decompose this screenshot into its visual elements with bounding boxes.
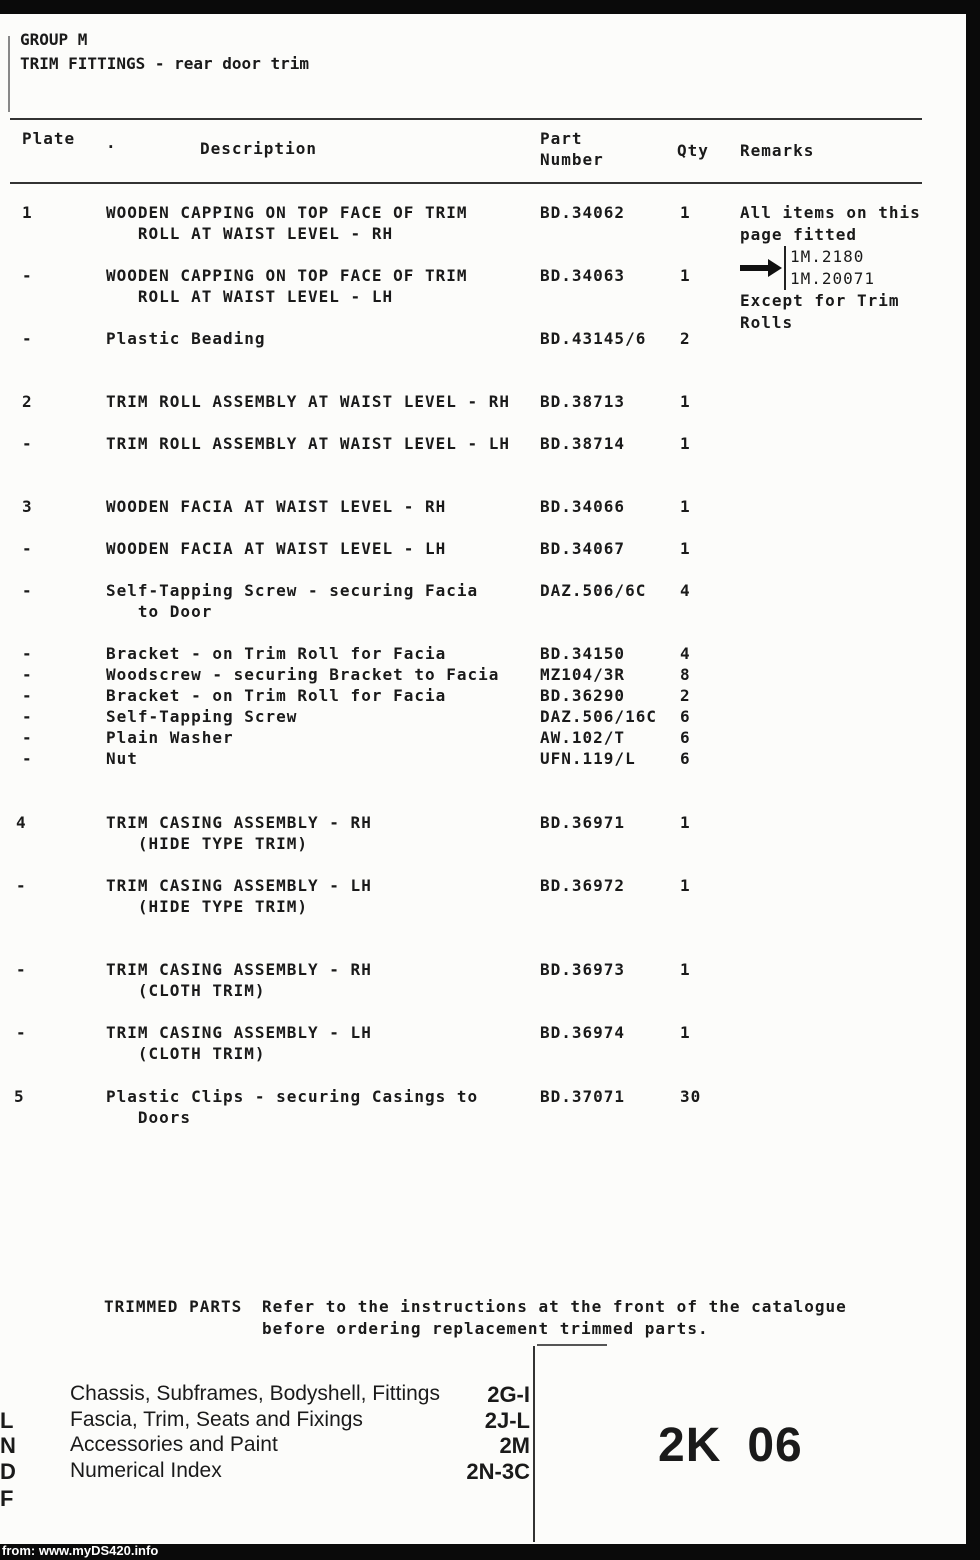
part-number-cell: UFN.119/L	[540, 749, 636, 768]
side-letter: N	[0, 1433, 16, 1458]
column-header-plate: Plate	[22, 129, 76, 148]
plate-cell: -	[22, 686, 33, 705]
description-cell: WOODEN CAPPING ON TOP FACE OF TRIM ROLL AT WAIST LEVEL - LH	[106, 266, 468, 306]
plate-cell: -	[22, 581, 33, 600]
trimmed-parts-text: Refer to the instructions at the front of the catalogue before ordering replacement trimmed parts.	[262, 1297, 847, 1338]
part-number-cell: MZ104/3R	[540, 665, 626, 684]
index-ref: 2N-3C	[466, 1459, 530, 1484]
fiche-number-part1: 2K	[658, 1419, 722, 1472]
qty-cell: 6	[680, 749, 691, 768]
part-number-cell: AW.102/T	[540, 728, 626, 747]
plate-cell: -	[22, 539, 33, 558]
vin-bracket	[784, 246, 875, 290]
plate-cell: 3	[22, 497, 33, 516]
index-ref: 2G-I	[487, 1382, 530, 1407]
qty-cell: 1	[680, 392, 691, 411]
vin-to: 1M.20071	[790, 269, 876, 288]
side-letter: D	[0, 1459, 16, 1484]
part-number-cell: BD.36973	[540, 960, 626, 979]
remarks-line-2: page fitted	[740, 225, 857, 244]
index-label: Accessories and Paint	[70, 1433, 278, 1456]
qty-cell: 1	[680, 203, 691, 222]
description-cell: Self-Tapping Screw	[106, 707, 298, 726]
qty-cell: 6	[680, 707, 691, 726]
vin-range	[740, 246, 950, 290]
qty-cell: 2	[680, 686, 691, 705]
index-label: Chassis, Subframes, Bodyshell, Fittings	[70, 1382, 440, 1405]
qty-cell: 1	[680, 266, 691, 285]
fiche-number	[658, 1418, 803, 1473]
trimmed-parts-label: TRIMMED PARTS	[104, 1297, 243, 1316]
plate-cell: -	[22, 749, 33, 768]
source-credit: from: www.myDS420.info	[2, 1543, 159, 1558]
scan-border-right	[966, 0, 980, 1560]
description-cell: TRIM CASING ASSEMBLY - LH (CLOTH TRIM)	[106, 1023, 372, 1063]
plate-cell: -	[22, 434, 33, 453]
remarks-note	[740, 202, 950, 334]
description-cell: Nut	[106, 749, 138, 768]
side-letter: L	[0, 1408, 14, 1433]
header-margin-line	[8, 36, 10, 112]
qty-cell: 8	[680, 665, 691, 684]
qty-cell: 1	[680, 539, 691, 558]
plate-cell: -	[22, 266, 33, 285]
column-header-description: Description	[200, 139, 317, 158]
part-number-cell: BD.36290	[540, 686, 626, 705]
description-cell: Woodscrew - securing Bracket to Facia	[106, 665, 500, 684]
part-number-cell: BD.36972	[540, 876, 626, 895]
part-number-cell: DAZ.506/6C	[540, 581, 647, 600]
plate-cell: -	[22, 728, 33, 747]
description-cell: Bracket - on Trim Roll for Facia	[106, 686, 447, 705]
qty-cell: 1	[680, 1023, 691, 1042]
plate-cell: -	[22, 707, 33, 726]
header-top-rule	[10, 118, 922, 120]
remarks-line-1: All items on this	[740, 203, 921, 222]
qty-cell: 4	[680, 644, 691, 663]
part-number-cell: BD.34067	[540, 539, 626, 558]
description-cell: Self-Tapping Screw - securing Facia to Door	[106, 581, 479, 621]
plate-cell: -	[22, 329, 33, 348]
page-header	[20, 28, 309, 76]
plate-cell: -	[16, 960, 27, 979]
part-number-cell: BD.43145/6	[540, 329, 647, 348]
qty-cell: 30	[680, 1087, 702, 1106]
qty-cell: 1	[680, 960, 691, 979]
index-divider	[533, 1346, 535, 1542]
description-cell: Bracket - on Trim Roll for Facia	[106, 644, 447, 663]
index-label: Fascia, Trim, Seats and Fixings	[70, 1408, 363, 1431]
description-cell: TRIM CASING ASSEMBLY - LH (HIDE TYPE TRIM)	[106, 876, 372, 916]
plate-cell: -	[22, 644, 33, 663]
plate-cell: 2	[22, 392, 33, 411]
section-title: TRIM FITTINGS - rear door trim	[20, 54, 309, 73]
description-cell: TRIM ROLL ASSEMBLY AT WAIST LEVEL - LH	[106, 434, 511, 453]
index-divider-top	[537, 1344, 607, 1346]
description-cell: TRIM CASING ASSEMBLY - RH (CLOTH TRIM)	[106, 960, 372, 1000]
qty-cell: 1	[680, 434, 691, 453]
column-header-qty: Qty	[677, 141, 709, 160]
column-header-remarks: Remarks	[740, 141, 815, 160]
qty-cell: 1	[680, 813, 691, 832]
column-header-part-number-line2: Number	[540, 150, 604, 169]
part-number-cell: BD.34150	[540, 644, 626, 663]
fiche-number-part2: 06	[747, 1419, 803, 1472]
description-cell: TRIM ROLL ASSEMBLY AT WAIST LEVEL - RH	[106, 392, 511, 411]
part-number-cell: BD.38713	[540, 392, 626, 411]
group-label: GROUP M	[20, 30, 88, 49]
plate-cell: -	[22, 665, 33, 684]
qty-cell: 4	[680, 581, 691, 600]
plate-cell: 4	[16, 813, 27, 832]
part-number-cell: BD.34066	[540, 497, 626, 516]
index-label: Numerical Index	[70, 1459, 222, 1482]
description-cell: Plastic Clips - securing Casings to Doors	[106, 1087, 479, 1127]
plate-cell: -	[16, 876, 27, 895]
description-cell: Plastic Beading	[106, 329, 266, 348]
part-number-cell: BD.38714	[540, 434, 626, 453]
side-letter: F	[0, 1486, 14, 1511]
part-number-cell: BD.37071	[540, 1087, 626, 1106]
part-number-cell: DAZ.506/16C	[540, 707, 657, 726]
description-cell: TRIM CASING ASSEMBLY - RH (HIDE TYPE TRIM)	[106, 813, 372, 853]
description-cell: WOODEN CAPPING ON TOP FACE OF TRIM ROLL AT WAIST LEVEL - RH	[106, 203, 468, 243]
column-header-dot: ·	[106, 137, 117, 156]
vin-from: 1M.2180	[790, 247, 865, 266]
qty-cell: 1	[680, 876, 691, 895]
description-cell: Plain Washer	[106, 728, 234, 747]
plate-cell: -	[16, 1023, 27, 1042]
header-bottom-rule	[10, 182, 922, 184]
remarks-line-3: Except for Trim	[740, 291, 900, 310]
qty-cell: 2	[680, 329, 691, 348]
qty-cell: 6	[680, 728, 691, 747]
index-ref: 2J-L	[484, 1408, 530, 1433]
index-ref: 2M	[499, 1433, 530, 1458]
description-cell: WOODEN FACIA AT WAIST LEVEL - RH	[106, 497, 447, 516]
part-number-cell: BD.34063	[540, 266, 626, 285]
part-number-cell: BD.36974	[540, 1023, 626, 1042]
remarks-line-4: Rolls	[740, 313, 794, 332]
part-number-cell: BD.36971	[540, 813, 626, 832]
plate-cell: 1	[22, 203, 33, 222]
scan-border-top	[0, 0, 980, 14]
plate-cell: 5	[14, 1087, 25, 1106]
qty-cell: 1	[680, 497, 691, 516]
part-number-cell: BD.34062	[540, 203, 626, 222]
column-header-part-number-line1: Part	[540, 129, 583, 148]
right-arrow-icon	[740, 258, 784, 278]
description-cell: WOODEN FACIA AT WAIST LEVEL - LH	[106, 539, 447, 558]
